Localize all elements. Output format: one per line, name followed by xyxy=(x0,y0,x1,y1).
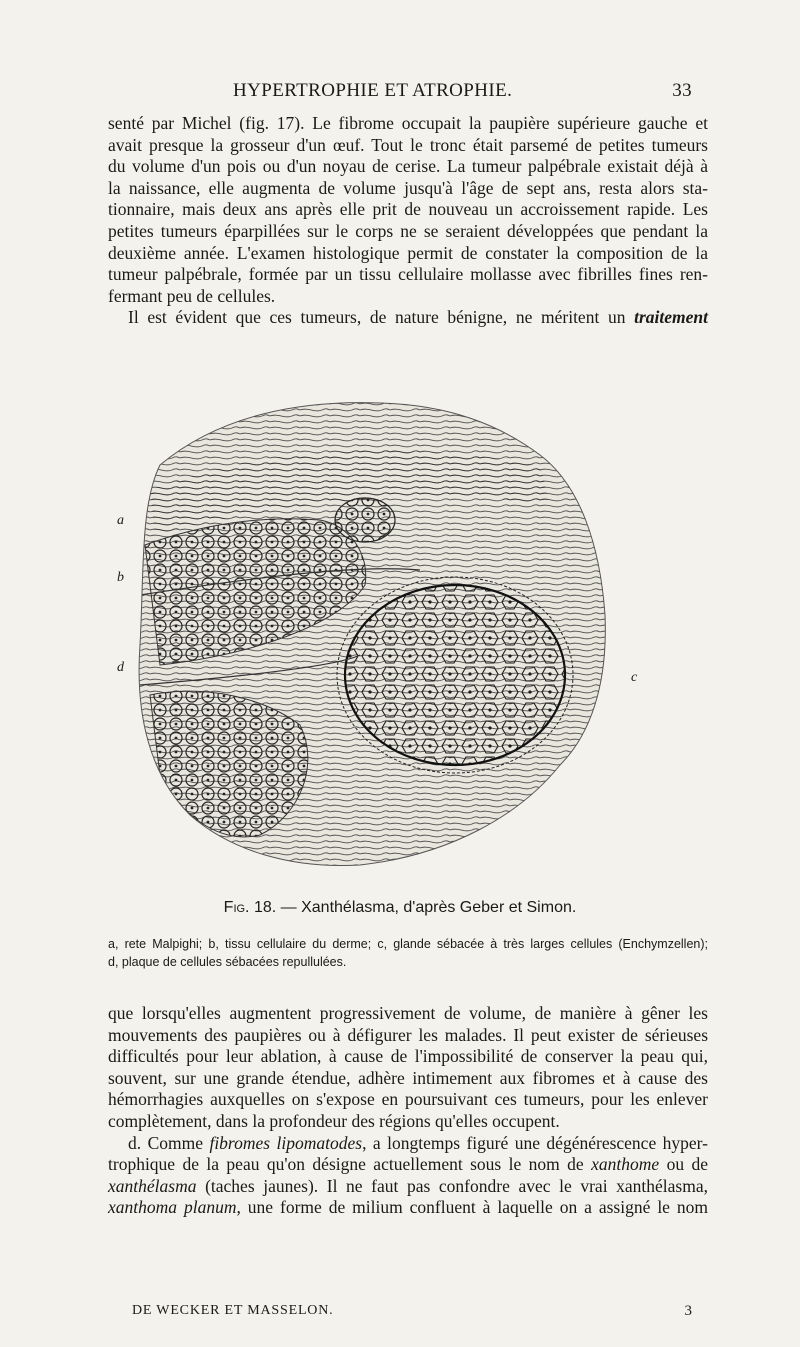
histology-illustration xyxy=(120,395,640,870)
p4-l1-end: , a longtemps figuré une dégénérescence hyper- xyxy=(362,1132,708,1153)
paragraph-2-emphasis: traitement xyxy=(634,307,708,328)
text-line: senté par Michel (fig. 17). Le fibrome occupait la paupière supérieure gauche et xyxy=(108,113,708,133)
p4-l1-em: fibromes lipomatodes xyxy=(209,1132,363,1153)
p4-l1-start: d. Comme xyxy=(128,1132,210,1153)
text-line: souvent, sur une grande étendue, adhère intimement aux fibromes et à cause des xyxy=(108,1067,708,1088)
figure-xanthelasma xyxy=(117,395,640,870)
text-line: fermant peu de cellules. xyxy=(108,285,276,306)
text-line: deuxième année. L'examen histologique permit de constater la composition de la xyxy=(108,242,708,263)
figure-legend xyxy=(108,935,708,971)
paragraph-4-line-1 xyxy=(108,1133,708,1155)
text-line: complètement, dans la profondeur des régions qu'elles occupent. xyxy=(108,1110,560,1131)
text-line: difficultés pour leur ablation, à cause de l'impossibilité de conserver la peau qui, xyxy=(108,1046,708,1067)
p4-l2-start: trophique de la peau qu'on désigne actuellement sous le nom de xyxy=(108,1154,592,1175)
page-number: 33 xyxy=(672,80,692,101)
signature-number: 3 xyxy=(684,1303,692,1319)
figure-caption-text: — Xanthélasma, d'après Geber et Simon. xyxy=(280,899,577,916)
text-line: hémorrhagies auxquelles on s'expose en poursuivant ces tumeurs, pour les enlever xyxy=(108,1089,708,1110)
figure-label-b: b xyxy=(117,570,124,585)
printer-signature: DE WECKER ET MASSELON. xyxy=(132,1303,334,1318)
text-line: mouvements des paupières ou à défigurer les malades. Il peut exister de sérieuses xyxy=(108,1024,708,1045)
paragraph-4-line-4 xyxy=(108,1197,708,1219)
paragraph-3 xyxy=(108,1003,708,1219)
p4-l2-end: ou de xyxy=(659,1154,708,1175)
paragraph-4-line-3 xyxy=(108,1176,708,1198)
tissue-section xyxy=(120,395,640,870)
paragraph-2-line xyxy=(108,307,708,329)
p4-l3-em: xanthélasma xyxy=(108,1175,197,1196)
p4-l2-em: xanthome xyxy=(591,1154,660,1175)
paragraph-2-text: Il est évident que ces tumeurs, de nature bénigne, ne méritent un xyxy=(128,307,626,328)
text-line: que lorsqu'elles augmentent progressivement de volume, de manière à gêner les xyxy=(108,1003,708,1023)
figure-label-d: d xyxy=(117,660,124,675)
legend-line: d, plaque de cellules sébacées repullulées. xyxy=(108,955,347,969)
figure-label-a: a xyxy=(117,513,124,528)
running-head-title: HYPERTROPHIE ET ATROPHIE. xyxy=(233,80,513,101)
legend-line: a, rete Malpighi; b, tissu cellulaire du derme; c, glande sébacée à très larges cellules (Enchymzellen); xyxy=(108,937,708,951)
text-line: avait presque la grosseur d'un œuf. Tout le tronc était parsemé de petites tumeurs xyxy=(108,134,708,155)
paragraph-4-line-2 xyxy=(108,1154,708,1176)
text-line: la naissance, elle augmenta de volume jusqu'à l'âge de sept ans, resta alors sta- xyxy=(108,177,708,198)
text-line: tumeur palpébrale, formée par un tissu cellulaire mollasse avec fibrilles fines ren- xyxy=(108,264,708,285)
figure-label-c: c xyxy=(631,670,638,685)
paragraph-1 xyxy=(108,113,708,329)
figure-caption-prefix: Fig. 18. xyxy=(223,899,277,916)
p4-l3-end: (taches jaunes). Il ne faut pas confondre avec le vrai xanthélasma, xyxy=(196,1175,708,1196)
text-line: du volume d'un pois ou d'un noyau de cerise. La tumeur palpébrale existait déjà à xyxy=(108,156,708,177)
text-line: tionnaire, mais deux ans après elle prit de nouveau un accroissement rapide. Les xyxy=(108,199,708,220)
text-line: petites tumeurs éparpillées sur le corps ne se seraient développées que pendant la xyxy=(108,220,708,241)
p4-l4-end: , une forme de milium confluent à laquelle on a assigné le nom xyxy=(236,1197,708,1218)
p4-l4-em: xanthoma planum xyxy=(108,1197,237,1218)
figure-caption xyxy=(0,899,800,917)
